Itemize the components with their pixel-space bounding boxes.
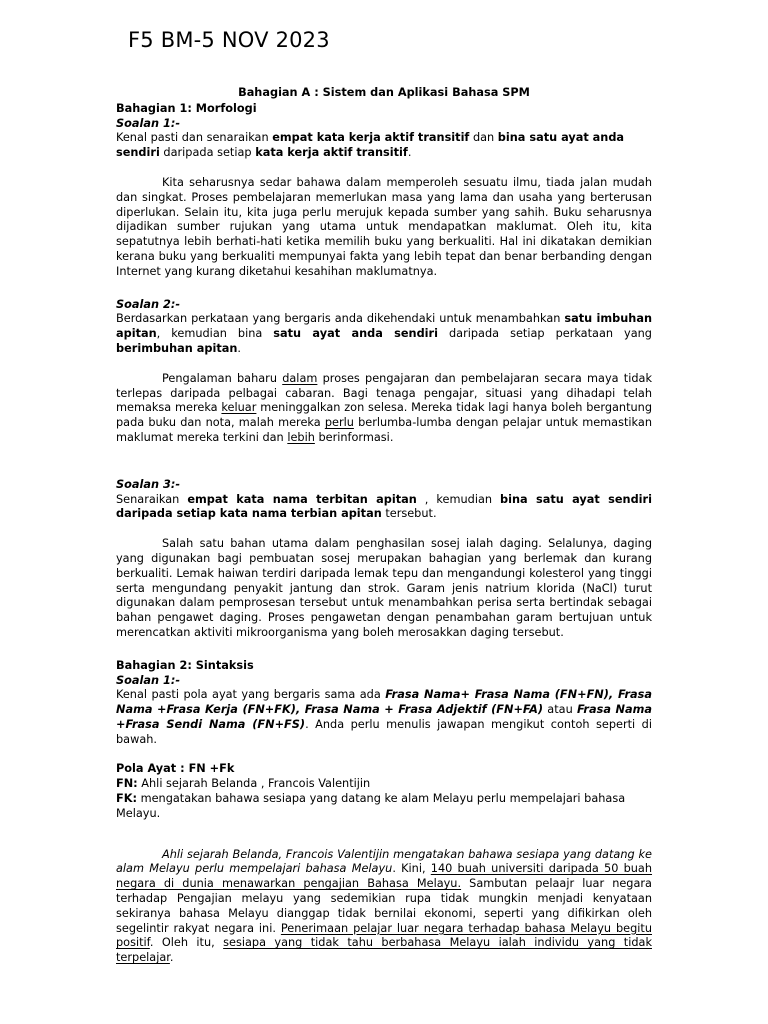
question-instruction-4: Kenal pasti pola ayat yang bergaris sama ada Frasa Nama+ Frasa Nama (FN+FN), Frasa Nama +Frasa Kerja (FN+FK), Frasa Nama + Frasa Adjektif (FN+FA) atau Frasa Nama +Frasa Sendi Nama (FN+FS). Anda perlu menulis jawapan mengikut contoh seperti di bawah. bbox=[116, 688, 652, 746]
passage-4: Ahli sejarah Belanda, Francois Valentijin mengatakan bahawa sesiapa yang datang ke alam Melayu perlu mempelajari bahasa Melayu. Kini, 140 buah universiti daripada 50 buah negara di dunia menawarkan pengajian Bahasa Melayu. Sambutan pelaajr luar negara terhadap Pengajian melayu yang sedemikian rupa tidak mungkin menjadi kenyataan sekiranya bahasa Melayu dianggap tidak bernilai ekonomi, seperti yang difikirkan oleh segelintir rakyat negara ini. Penerimaan pelajar luar negara terhadap bahasa Melayu begitu positif. Oleh itu, sesiapa yang tidak tahu berbahasa Melayu ialah individu yang tidak terpelajar. bbox=[116, 847, 653, 965]
underlined-word: perlu bbox=[324, 416, 354, 430]
section-heading-sintaksis: Bahagian 2: Sintaksis bbox=[116, 658, 254, 672]
section-heading-morfologi: Bahagian 1: Morfologi bbox=[116, 101, 257, 115]
question-instruction-1: Kenal pasti dan senaraikan empat kata kerja aktif transitif dan bina satu ayat anda sendiri daripada setiap kata kerja aktif transitif. bbox=[116, 131, 625, 160]
passage-3: Salah satu bahan utama dalam penghasilan sosej ialah daging. Selalunya, daging yang digunakan bagi pembuatan sosej merupakan bahagian yang berlemak dan kurang berkualiti. Lemak haiwan terdiri daripada lemak tepu dan mengandungi kolesterol yang tinggi serta mengundang penyakit jantung dan strok. Garam jenis natrium klorida (NaCl) turut digunakan dalam pemprosesan tersebut untuk menambahkan perisa serta bertindak sebagai bahan pengawet daging. Proses pengawetan dengan penambahan garam bertujuan untuk merencatkan aktiviti mikroorganisma yang boleh merosakkan daging tersebut. bbox=[116, 537, 652, 639]
underlined-word: keluar bbox=[221, 401, 257, 415]
question-label-2: Soalan 2:- bbox=[116, 297, 181, 311]
page-header: F5 BM-5 NOV 2023 bbox=[128, 28, 330, 52]
example-fn: FN: Ahli sejarah Belanda , Francois Valentijin bbox=[116, 777, 371, 791]
passage-1: Kita seharusnya sedar bahawa dalam memperoleh sesuatu ilmu, tiada jalan mudah dan singkat. Proses pembelajaran memerlukan masa yang lama dan usaha yang berterusan diperlukan. Selain itu, kita juga perlu merujuk kepada sumber yang sahih. Buku seharusnya dijadikan sumber rujukan yang utama untuk mendapatkan maklumat. Oleh itu, kita sepatutnya lebih berhati-hati ketika memilih buku yang berkualiti. Hal ini dikatakan demikian kerana buku yang berkualiti mempunyai fakta yang lebih tepat dan benar berbanding dengan Internet yang kurang diketahui kesahihan maklumatnya. bbox=[116, 175, 652, 278]
question-label-1: Soalan 1:- bbox=[116, 116, 181, 130]
document-title: Bahagian A : Sistem dan Aplikasi Bahasa SPM bbox=[238, 86, 530, 99]
example-fk: FK: mengatakan bahawa sesiapa yang datang ke alam Melayu perlu mempelajari bahasa Melayu. bbox=[116, 792, 626, 820]
underlined-sentence: sesiapa yang tidak tahu berbahasa Melayu ialah individu yang tidak terpelajar bbox=[116, 936, 652, 965]
question-instruction-3: Senaraikan empat kata nama terbitan apitan , kemudian bina satu ayat sendiri daripada setiap kata nama terbian apitan tersebut. bbox=[116, 492, 652, 521]
passage-2: Pengalaman baharu dalam proses pengajaran dan pembelajaran secara maya tidak terlepas daripada pelbagai cabaran. Bagi tenaga pengajar, situasi yang dihadapi telah memaksa mereka keluar meninggalkan zon selesa. Mereka tidak lagi hanya boleh bergantung pada buku dan nota, malah mereka perlu berlumba-lumba dengan pelajar untuk memastikan maklumat mereka terkini dan lebih berinformasi. bbox=[116, 371, 652, 444]
example-pola-ayat: Pola Ayat : FN +Fk bbox=[116, 762, 235, 776]
underlined-word: dalam bbox=[282, 371, 318, 385]
question-label-4: Soalan 1:- bbox=[116, 673, 181, 687]
document-body bbox=[116, 86, 652, 966]
underlined-sentence: 140 buah universiti daripada 50 buah negara di dunia menawarkan pengajian Bahasa Melayu. bbox=[116, 862, 653, 891]
underlined-word: lebih bbox=[287, 430, 315, 444]
underlined-sentence: Penerimaan pelajar luar negara terhadap bahasa Melayu begitu positif bbox=[116, 921, 652, 950]
question-label-3: Soalan 3:- bbox=[116, 477, 181, 491]
question-instruction-2: Berdasarkan perkataan yang bergaris anda dikehendaki untuk menambahkan satu imbuhan apitan, kemudian bina satu ayat anda sendiri daripada setiap perkataan yang berimbuhan apitan. bbox=[116, 312, 652, 355]
